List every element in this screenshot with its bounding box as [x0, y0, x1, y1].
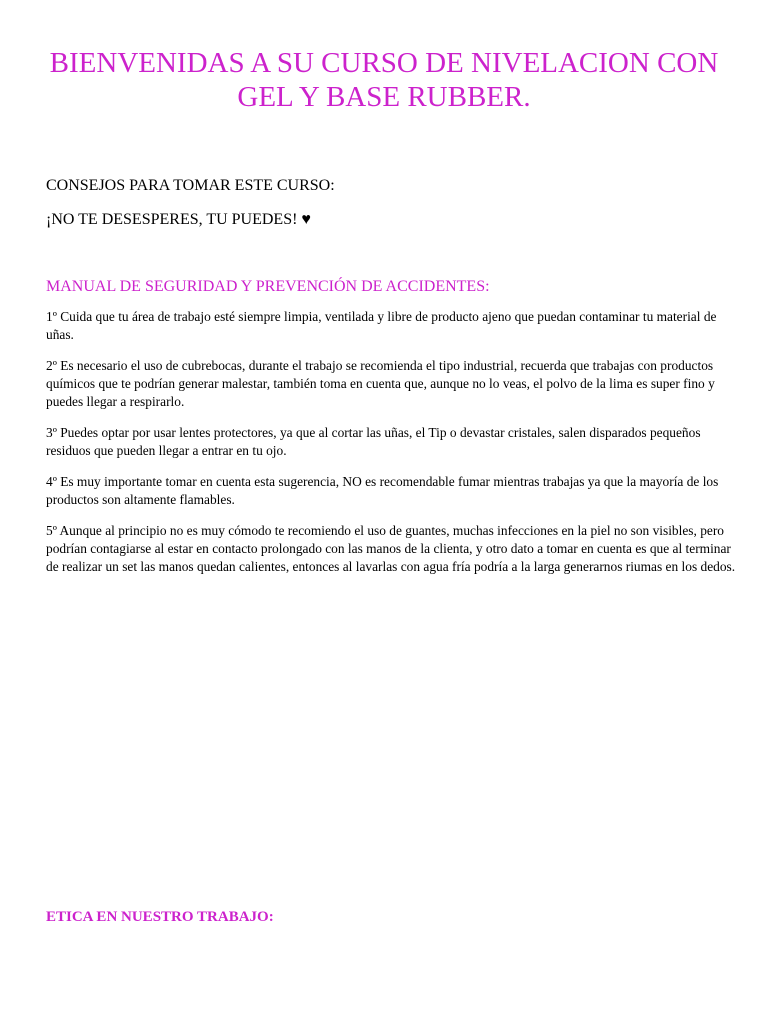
safety-rule-4: 4º Es muy importante tomar en cuenta esta sugerencia, NO es recomendable fumar mientras trabajas ya que la mayoría de los productos son altamente flamables.: [46, 474, 719, 507]
safety-rule-2: 2º Es necesario el uso de cubrebocas, durante el trabajo se recomienda el tipo industrial, recuerda que trabajas con productos químicos que te podrían generar malestar, también toma en cuenta que, aunque no lo veas, el polvo de la lima es super fino y puedes llegar a respirarlo.: [46, 358, 715, 409]
tips-encouragement: ¡NO TE DESESPERES, TU PUEDES! ♥: [46, 211, 311, 228]
safety-rule-3: 3º Puedes optar por usar lentes protectores, ya que al cortar las uñas, el Tip o devastar cristales, salen disparados pequeños residuos que pueden llegar a entrar en tu ojo.: [46, 425, 701, 458]
tips-heading: CONSEJOS PARA TOMAR ESTE CURSO:: [46, 177, 335, 194]
document-title: BIENVENIDAS A SU CURSO DE NIVELACION CON GEL Y BASE RUBBER.: [49, 47, 719, 113]
safety-rule-1: 1º Cuida que tu área de trabajo esté siempre limpia, ventilada y libre de producto ajeno que puedan contaminar tu material de uñas.: [46, 309, 717, 342]
safety-rule-5: 5º Aunque al principio no es muy cómodo te recomiendo el uso de guantes, muchas infecciones en la piel no son visibles, pero podrían contagiarse al estar en contacto prolongado con las manos de la clienta, y otro dato a tomar en cuenta es que al terminar de realizar un set las manos quedan calientes, entonces al lavarlas con agua fría podría a la larga generarnos riumas en los dedos.: [46, 523, 736, 574]
ethics-heading: ETICA EN NUESTRO TRABAJO:: [46, 909, 274, 925]
safety-rules-list: [46, 308, 736, 589]
safety-manual-heading: MANUAL DE SEGURIDAD Y PREVENCIÓN DE ACCIDENTES:: [46, 278, 490, 295]
